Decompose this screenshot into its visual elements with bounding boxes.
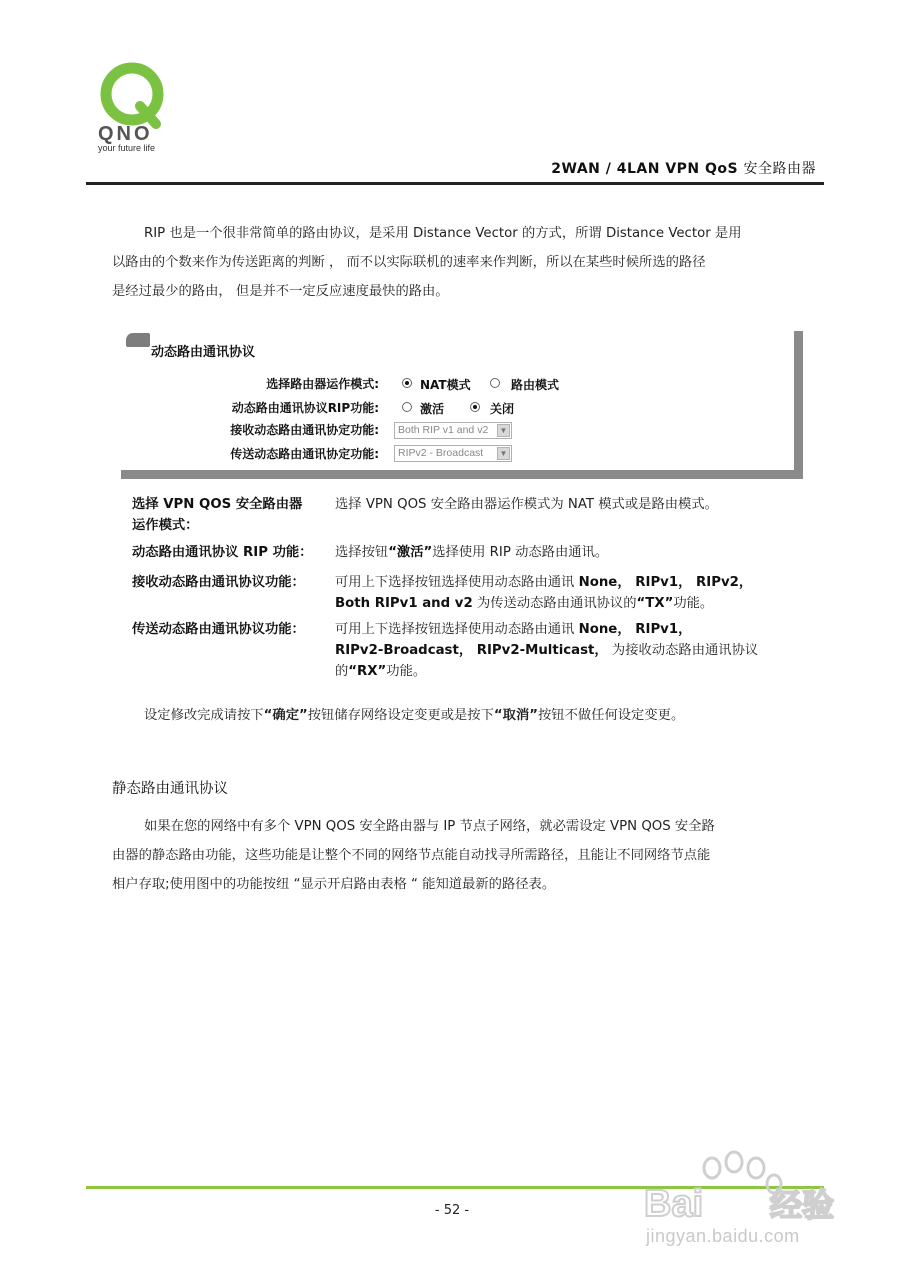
rip-enable-radio[interactable] [402,402,412,412]
desc-part: 可用上下选择按钮选择使用动态路由通讯 [335,622,579,637]
desc-emphasis: “RX” [348,664,387,679]
operation-mode-label: 选择路由器运作模式: [266,377,379,391]
logo-tagline: your future life [98,143,156,153]
desc-emphasis: None， RIPv1， RIPv2， [578,575,753,590]
receive-protocol-label: 接收动态路由通讯协定功能: [230,423,379,437]
intro-line: 是经过最少的路由， 但是并不一定反应速度最快的路由。 [112,284,449,299]
definition-desc [335,542,790,563]
definition-desc: 选择 VPN QOS 安全路由器运作模式为 NAT 模式或是路由模式。 [335,497,718,512]
desc-part: 功能。 [386,664,427,679]
panel-tab-icon [126,333,150,347]
desc-part: 为传送动态路由通讯协议的 [472,596,637,611]
panel-title: 动态路由通讯协议 [151,345,256,360]
intro-line: 以路由的个数来作为传送距离的判断 ， 而不以实际联机的速率来作判断，所以在某些时候所选的路径 [112,255,706,270]
document-title [551,158,816,178]
rip-enable-label: 激活 [420,402,445,416]
nat-mode-radio[interactable] [402,378,412,388]
desc-emphasis: None， RIPv1， [578,622,692,637]
page-number: - 52 - [434,1203,470,1218]
term-line: 选择 VPN QOS 安全路由器 [132,497,303,512]
document-title-en: 2WAN / 4LAN VPN QoS [551,161,739,177]
term-line: 运作模式： [132,518,199,533]
definition-term: 传送动态路由通讯协议功能： [132,622,305,637]
desc-part: 为接收动态路由通讯协议 [607,643,759,658]
section-title: 静态路由通讯协议 [112,781,228,797]
definition-term [132,494,302,536]
header-divider [86,182,824,185]
rip-function-label: 动态路由通讯协议RIP功能: [231,401,379,415]
definition-desc [335,619,790,682]
note-part: 按钮储存网络设定变更或是按下 [307,708,494,723]
intro-line: RIP 也是一个很非常简单的路由协议，是采用 Distance Vector 的方式，所谓 Distance Vector 是用 [144,226,742,241]
desc-emphasis: RIPv2-Broadcast， RIPv2-Multicast， [335,643,608,658]
desc-part: 的 [335,664,349,679]
receive-protocol-value: Both RIP v1 and v2 [398,424,489,436]
static-line: 如果在您的网络中有多个 VPN QOS 安全路由器与 IP 节点子网络，就必需设定 VPN QOS 安全路 [144,819,715,834]
static-line: 由器的静态路由功能，这些功能是让整个不同的网络节点能自动找寻所需路径，且能让不同网络节点能 [112,848,711,863]
desc-part: 功能。 [673,596,714,611]
desc-part: 选择按钮 [335,545,389,560]
desc-emphasis: “TX” [636,596,674,611]
definition-term: 动态路由通讯协议 RIP 功能： [132,545,313,560]
note-emphasis: “取消” [493,708,538,723]
chevron-down-icon[interactable]: ▼ [497,447,510,460]
static-line: 相户存取;使用图中的功能按纽 “显示开启路由表格 “ 能知道最新的路径表。 [112,877,556,892]
static-paragraph [112,812,796,899]
watermark-url: jingyan.baidu.com [646,1226,800,1246]
router-mode-radio[interactable] [490,378,500,388]
note-part: 按钮不做任何设定变更。 [537,708,685,723]
send-protocol-select[interactable] [394,445,512,462]
svg-text:QNO: QNO [98,123,153,145]
svg-text:Bai: Bai [644,1183,704,1225]
desc-part: 选择使用 RIP 动态路由通讯。 [432,545,609,560]
definition-desc [335,572,790,614]
nat-mode-label: NAT模式 [420,378,471,392]
desc-part: 可用上下选择按钮选择使用动态路由通讯 [335,575,579,590]
save-note [112,701,796,730]
desc-emphasis: Both RIPv1 and v2 [335,596,473,611]
rip-disable-radio[interactable] [470,402,480,412]
intro-paragraph [112,219,796,306]
receive-protocol-select[interactable] [394,422,512,439]
chevron-down-icon[interactable]: ▼ [497,424,510,437]
document-title-cn: 安全路由器 [743,161,816,177]
definition-term: 接收动态路由通讯协议功能： [132,575,305,590]
note-part: 设定修改完成请按下 [144,708,264,723]
send-protocol-value: RIPv2 - Broadcast [398,447,484,459]
svg-text:经验: 经验 [770,1186,835,1224]
rip-disable-label: 关闭 [490,402,515,416]
note-emphasis: “确定” [263,708,308,723]
router-mode-label: 路由模式 [511,378,560,392]
desc-emphasis: “激活” [388,545,433,560]
send-protocol-label: 传送动态路由通讯协定功能: [230,447,379,461]
